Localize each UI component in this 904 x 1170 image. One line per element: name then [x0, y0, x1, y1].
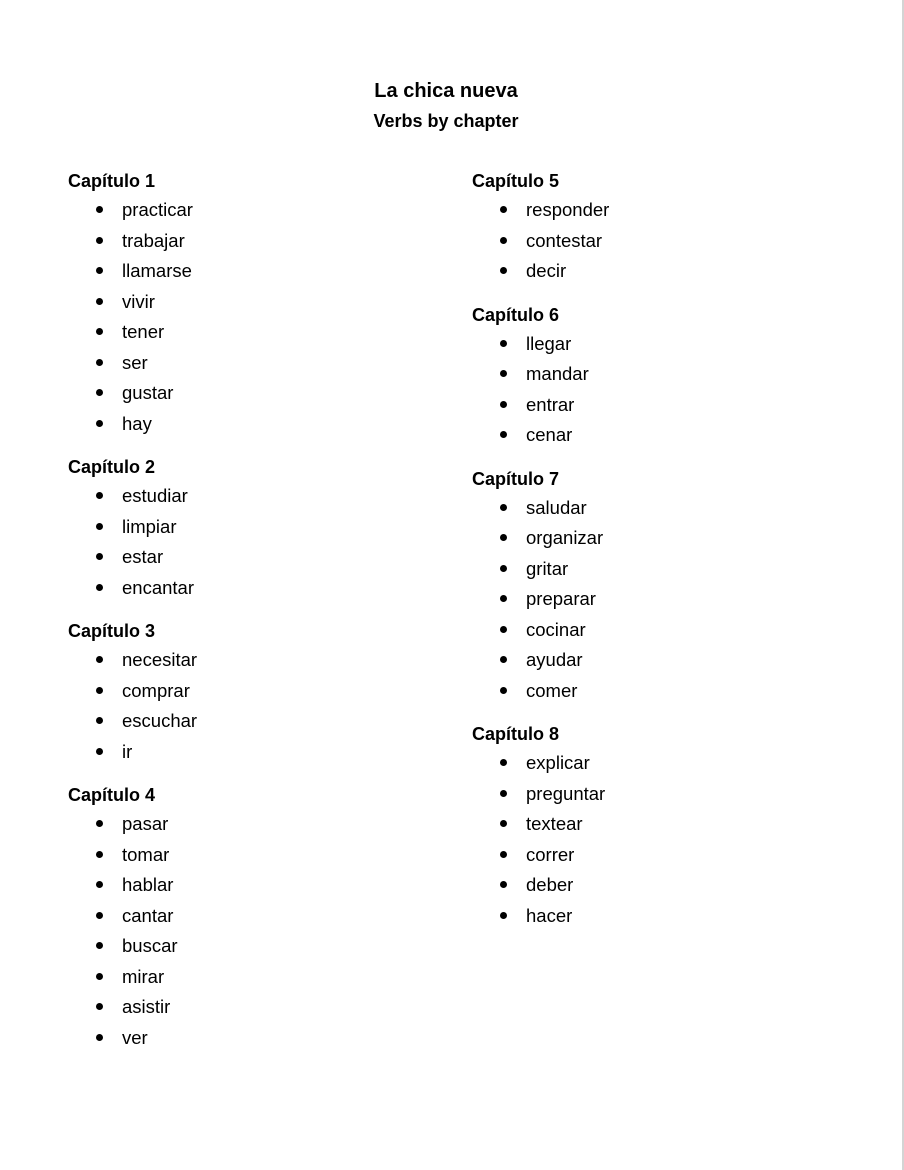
verb-text: correr — [526, 843, 575, 865]
bullet-icon — [500, 267, 507, 274]
bullet-icon — [500, 401, 507, 408]
chapter-section — [68, 453, 428, 603]
verb-list — [472, 329, 832, 451]
document-title: La chica nueva — [374, 80, 518, 102]
bullet-icon — [500, 206, 507, 213]
verb-list-item — [472, 840, 832, 871]
bullet-icon — [500, 881, 507, 888]
bullet-icon — [96, 389, 103, 396]
verb-list — [472, 748, 832, 931]
verb-list-item — [68, 901, 428, 932]
verb-list-item — [472, 748, 832, 779]
verb-list-item — [472, 359, 832, 390]
verb-list-item — [472, 523, 832, 554]
verb-text: decir — [526, 260, 567, 281]
verb-text: ver — [122, 1026, 148, 1048]
bullet-icon — [96, 973, 103, 980]
bullet-icon — [96, 492, 103, 499]
bullet-icon — [96, 851, 103, 858]
bullet-icon — [96, 584, 103, 591]
bullet-icon — [500, 370, 507, 377]
bullet-icon — [96, 912, 103, 919]
verb-list-item — [68, 870, 428, 901]
verb-list-item — [68, 676, 428, 707]
verb-text: llamarse — [122, 260, 192, 281]
verb-list-item — [68, 512, 428, 543]
verb-list-item — [68, 317, 428, 348]
verb-list-item — [472, 390, 832, 421]
verb-list-item — [68, 931, 428, 962]
verb-text: asistir — [122, 996, 171, 1017]
verb-list-item — [68, 226, 428, 257]
verb-text: ir — [122, 740, 133, 762]
verb-text: tener — [122, 321, 165, 342]
bullet-icon — [96, 656, 103, 663]
verb-list — [68, 195, 428, 439]
verb-list-item — [68, 378, 428, 409]
verb-text: hacer — [526, 904, 573, 926]
chapter-heading: Capítulo 4 — [68, 785, 156, 805]
bullet-icon — [500, 912, 507, 919]
bullet-icon — [96, 748, 103, 755]
chapter-heading: Capítulo 3 — [68, 621, 156, 641]
bullet-icon — [500, 820, 507, 827]
verb-list-item — [472, 329, 832, 360]
verb-list-item — [472, 809, 832, 840]
chapter-section — [68, 617, 428, 767]
chapter-section — [472, 301, 832, 451]
verb-list-item — [472, 615, 832, 646]
verb-text: necesitar — [122, 649, 198, 670]
bullet-icon — [500, 565, 507, 572]
verb-list-item — [68, 737, 428, 768]
verb-text: cenar — [526, 424, 573, 445]
bullet-icon — [500, 504, 507, 511]
bullet-icon — [96, 420, 103, 427]
verb-list-item — [472, 870, 832, 901]
verb-text: comer — [526, 679, 578, 701]
verb-text: pasar — [122, 813, 169, 834]
verb-text: deber — [526, 874, 574, 895]
verb-text: mirar — [122, 965, 165, 987]
verb-list-item — [68, 195, 428, 226]
bullet-icon — [500, 759, 507, 766]
verb-text: hablar — [122, 874, 174, 895]
bullet-icon — [96, 881, 103, 888]
bullet-icon — [96, 717, 103, 724]
bullet-icon — [96, 553, 103, 560]
verb-text: explicar — [526, 752, 590, 773]
verb-list-item — [472, 554, 832, 585]
verb-list-item — [472, 676, 832, 707]
bullet-icon — [96, 298, 103, 305]
bullet-icon — [500, 851, 507, 858]
bullet-icon — [96, 1003, 103, 1010]
verb-list-item — [68, 256, 428, 287]
verb-text: comprar — [122, 679, 190, 701]
verb-list — [472, 195, 832, 287]
bullet-icon — [96, 267, 103, 274]
verb-text: estar — [122, 546, 164, 567]
verb-text: trabajar — [122, 229, 185, 251]
bullet-icon — [500, 431, 507, 438]
verb-text: gustar — [122, 382, 174, 403]
verb-list-item — [68, 645, 428, 676]
verb-text: encantar — [122, 576, 194, 598]
verb-text: gritar — [526, 557, 569, 579]
chapter-heading: Capítulo 6 — [472, 304, 560, 325]
chapter-heading: Capítulo 5 — [472, 171, 560, 191]
bullet-icon — [96, 328, 103, 335]
verb-text: preparar — [526, 588, 596, 609]
chapter-section — [472, 167, 832, 287]
verb-list-item — [472, 901, 832, 932]
verb-list-item — [68, 809, 428, 840]
verb-text: cantar — [122, 904, 174, 926]
bullet-icon — [500, 656, 507, 663]
verb-text: contestar — [526, 229, 603, 251]
verb-text: hay — [122, 412, 152, 434]
bullet-icon — [96, 1034, 103, 1041]
chapter-section — [472, 465, 832, 707]
verb-list-item — [472, 779, 832, 810]
verb-list-item — [68, 409, 428, 440]
bullet-icon — [500, 626, 507, 633]
bullet-icon — [96, 206, 103, 213]
bullet-icon — [96, 523, 103, 530]
verb-list-item — [472, 584, 832, 615]
verb-list-item — [68, 1023, 428, 1054]
verb-text: textear — [526, 813, 583, 834]
verb-list-item — [68, 287, 428, 318]
verb-text: limpiar — [122, 515, 177, 537]
verb-text: mandar — [526, 363, 589, 384]
bullet-icon — [500, 534, 507, 541]
verb-list-item — [68, 992, 428, 1023]
bullet-icon — [96, 359, 103, 366]
left-column — [68, 167, 428, 1067]
verb-list-item — [68, 706, 428, 737]
bullet-icon — [500, 687, 507, 694]
verb-text: escuchar — [122, 710, 198, 731]
bullet-icon — [96, 820, 103, 827]
chapter-heading: Capítulo 7 — [472, 468, 560, 489]
chapter-heading: Capítulo 8 — [472, 724, 560, 744]
chapter-heading: Capítulo 2 — [68, 457, 156, 477]
verb-list — [472, 493, 832, 707]
verb-list — [68, 809, 428, 1053]
verb-list-item — [472, 420, 832, 451]
bullet-icon — [500, 790, 507, 797]
verb-text: responder — [526, 199, 610, 220]
verb-list-item — [68, 348, 428, 379]
bullet-icon — [96, 687, 103, 694]
verb-text: tomar — [122, 843, 170, 865]
verb-list-item — [472, 195, 832, 226]
chapter-section — [68, 781, 428, 1053]
chapter-heading: Capítulo 1 — [68, 171, 156, 191]
verb-list-item — [472, 645, 832, 676]
verb-list-item — [68, 481, 428, 512]
verb-list-item — [68, 573, 428, 604]
verb-text: entrar — [526, 393, 575, 415]
verb-text: estudiar — [122, 485, 188, 506]
chapter-section — [472, 720, 832, 931]
document-subtitle: Verbs by chapter — [373, 111, 519, 131]
bullet-icon — [500, 237, 507, 244]
verb-list-item — [472, 226, 832, 257]
verb-text: practicar — [122, 199, 193, 220]
verb-list-item — [472, 493, 832, 524]
verb-text: llegar — [526, 332, 572, 354]
verb-text: ayudar — [526, 649, 583, 670]
bullet-icon — [96, 942, 103, 949]
verb-text: organizar — [526, 527, 604, 548]
verb-text: cocinar — [526, 618, 586, 640]
verb-list — [68, 645, 428, 767]
verb-list-item — [68, 962, 428, 993]
right-column — [472, 167, 832, 945]
chapter-section — [68, 167, 428, 439]
verb-list-item — [68, 840, 428, 871]
verb-text: preguntar — [526, 782, 606, 804]
bullet-icon — [500, 340, 507, 347]
verb-list-item — [68, 542, 428, 573]
bullet-icon — [500, 595, 507, 602]
verb-text: vivir — [122, 290, 155, 312]
verb-text: saludar — [526, 496, 587, 518]
verb-list — [68, 481, 428, 603]
verb-text: ser — [122, 351, 148, 373]
verb-text: buscar — [122, 935, 178, 956]
bullet-icon — [96, 237, 103, 244]
verb-list-item — [472, 256, 832, 287]
